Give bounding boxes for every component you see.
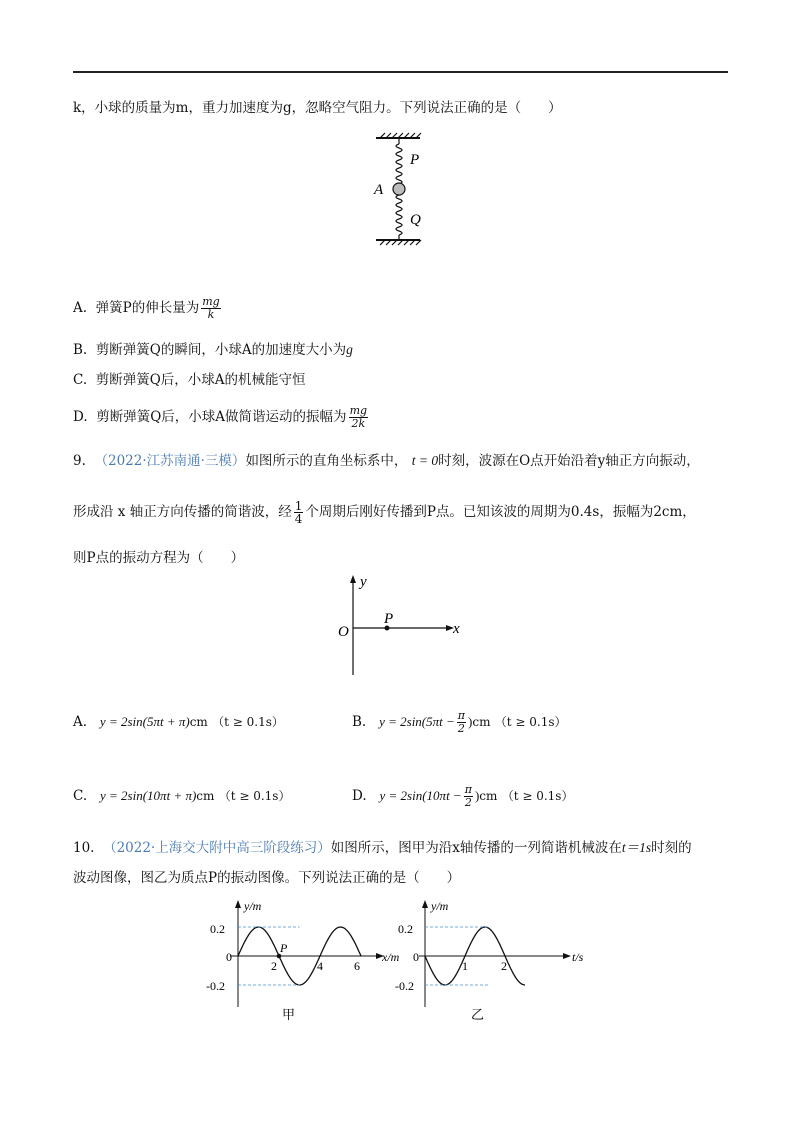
xtick-1: 1 — [462, 959, 468, 973]
fraction: $\frac{mg}{k}$ — [202, 295, 220, 321]
fraction: $\frac{mg}{2k}$ — [349, 404, 368, 430]
xtick-2: 2 — [271, 959, 277, 973]
q9-line1: 9. （2022·江苏南通·三模）如图所示的直角坐标系中， t = 0时刻，波源在O点开始沿着y轴正方向振动， — [73, 453, 700, 469]
fraction: $\frac{\pi}{2}$ — [457, 709, 466, 735]
q9-line3: 则P点的振动方程为（ ） — [73, 550, 245, 566]
q8-stem: k，小球的质量为m，重力加速度为g，忽略空气阻力。下列说法正确的是（ ） — [73, 100, 562, 116]
q9-option-b[interactable]: B. y = 2sin(5πt − $\frac{\pi}{2}$ )cm （t ≥ 0.1s） — [352, 709, 567, 735]
q9-source: （2022·江苏南通·三模） — [94, 453, 246, 469]
ylabel: y/m — [244, 899, 262, 913]
caption-jia: 甲 — [282, 1007, 296, 1022]
q8-option-c[interactable]: C. 剪断弹簧Q后，小球A的机械能守恒 — [73, 372, 306, 388]
xlabel: x/m — [382, 950, 400, 964]
graph-yi — [395, 895, 595, 1025]
q8-option-a[interactable]: A. 弹簧P的伸长量为 $\frac{mg}{k}$ — [73, 295, 220, 321]
q8-option-d[interactable]: D. 剪断弹簧Q后，小球A做简谐运动的振幅为 $\frac{mg}{2k}$ — [73, 404, 368, 430]
axis-x: x — [453, 621, 460, 637]
q10-line2: 波动图像，图乙为质点P的振动图像。下列说法正确的是（ ） — [73, 870, 461, 886]
ytick-bottom: -0.2 — [395, 979, 414, 993]
label-a: A — [374, 182, 384, 198]
axis-y: y — [360, 574, 367, 590]
caption-yi: 乙 — [471, 1007, 485, 1022]
origin-o: O — [338, 624, 349, 640]
ytick-bottom: -0.2 — [206, 979, 225, 993]
q9-option-d[interactable]: D. y = 2sin(10πt − $\frac{\pi}{2}$ )cm （t ≥ 0.1s） — [352, 783, 574, 809]
point-p-marker — [277, 954, 282, 959]
q10-source: （2022·上海交大附中高三阶段练习） — [103, 840, 331, 856]
q9-option-a[interactable]: A. y = 2sin(5πt + π)cm （t ≥ 0.1s） — [73, 714, 284, 730]
label-p: P — [410, 152, 420, 168]
xtick-2: 2 — [501, 959, 507, 973]
xtick-4: 4 — [317, 959, 323, 973]
ytick-top: 0.2 — [398, 922, 413, 936]
ylabel: y/m — [431, 899, 449, 913]
label-q: Q — [410, 212, 421, 228]
q9-axes-figure — [330, 570, 470, 680]
fraction: $\frac{\pi}{2}$ — [464, 783, 472, 809]
point-p: P — [384, 611, 394, 627]
xtick-6: 6 — [354, 959, 360, 973]
q9-line2: 形成沿 x 轴正方向传播的简谐波，经 $\frac{1}{4}$ 个周期后刚好传播到P点。已知该波的周期为0.4s，振幅为2cm， — [73, 499, 696, 526]
q9-option-c[interactable]: C. y = 2sin(10πt + π)cm （t ≥ 0.1s） — [73, 788, 291, 804]
fraction: $\frac{1}{4}$ — [294, 499, 303, 526]
point-p: P — [280, 941, 288, 955]
ytick-top: 0.2 — [210, 922, 225, 936]
xlabel: t/s — [572, 950, 584, 964]
header-rule — [73, 71, 728, 73]
q8-option-b[interactable]: B. 剪断弹簧Q的瞬间，小球A的加速度大小为g — [73, 342, 353, 358]
q10-line1: 10. （2022·上海交大附中高三阶段练习）如图所示，图甲为沿x轴传播的一列简谐机械波在t＝1s时刻的 — [73, 840, 692, 856]
ytick-zero: 0 — [226, 950, 232, 964]
graph-jia — [200, 895, 415, 1025]
q8-spring-figure — [370, 132, 430, 247]
ytick-zero: 0 — [413, 950, 419, 964]
